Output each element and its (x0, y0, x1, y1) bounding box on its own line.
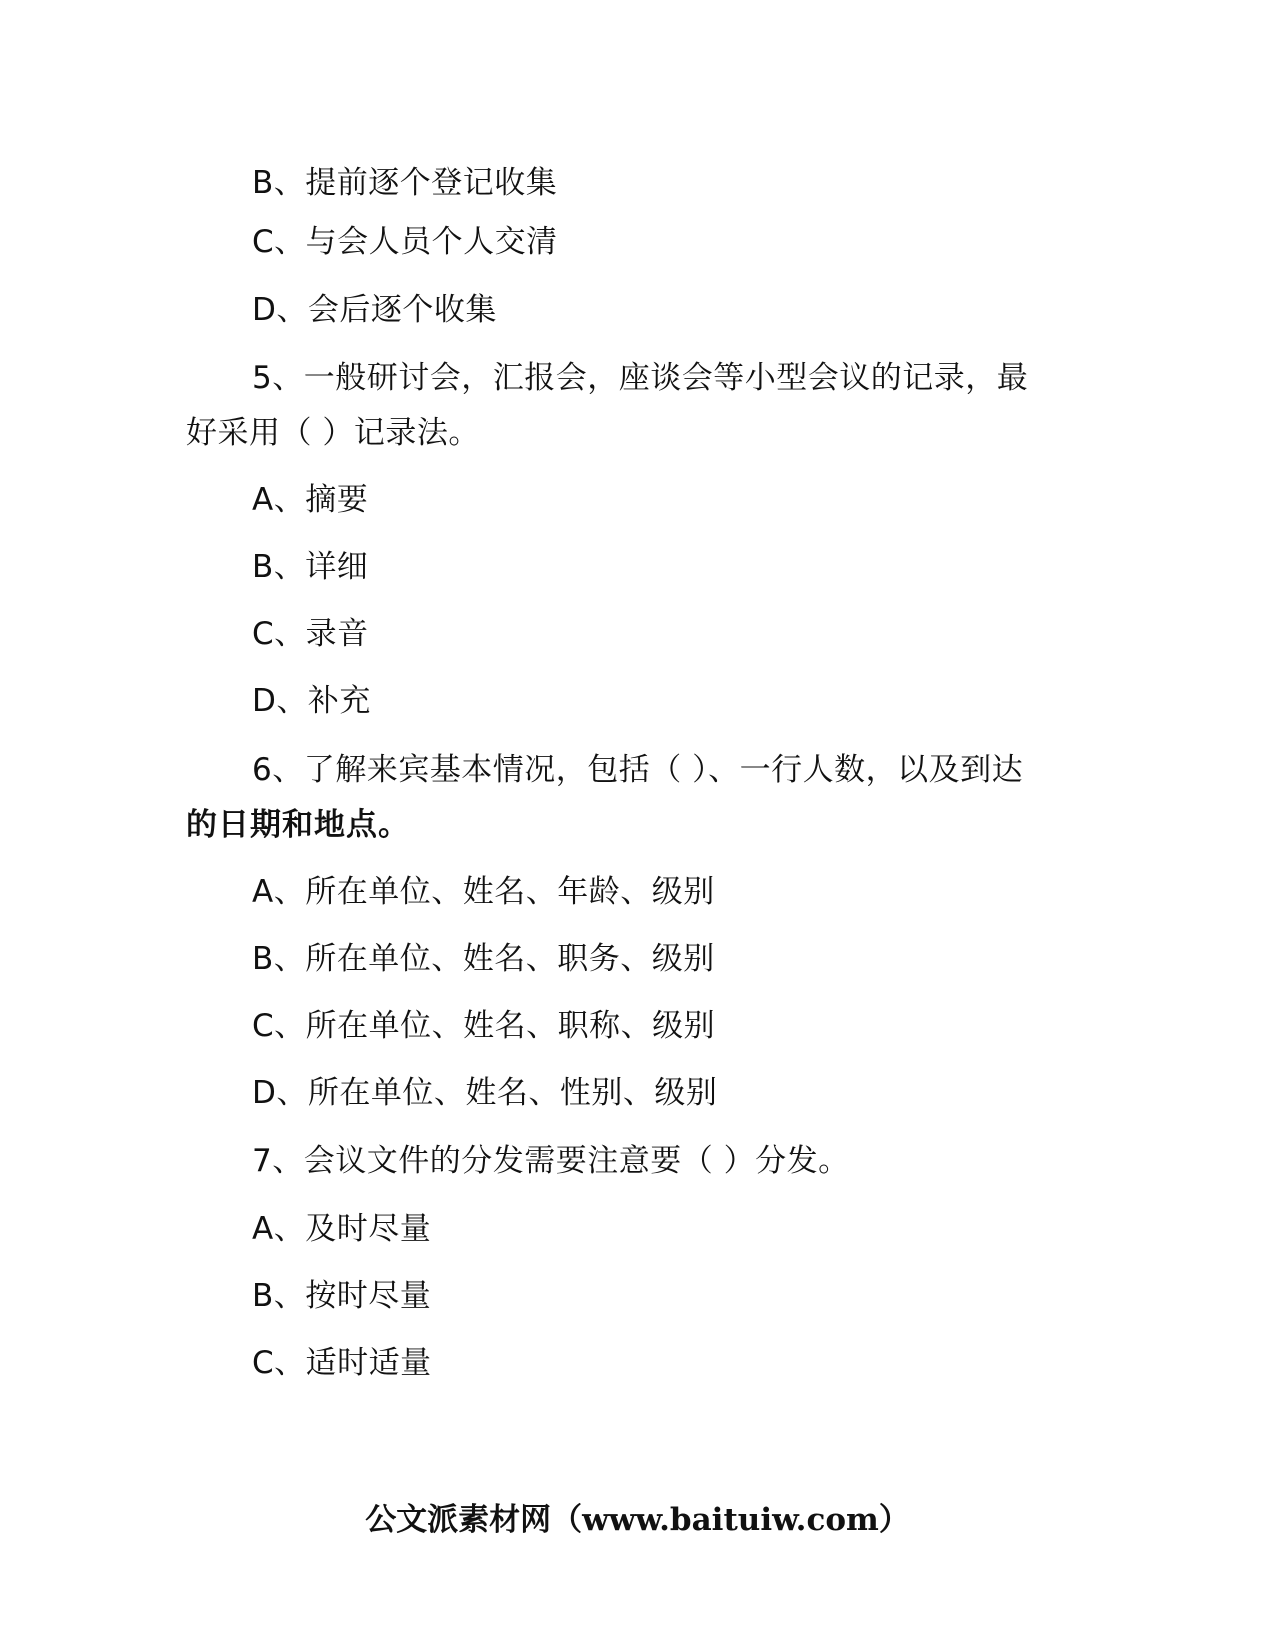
option-d-q6: D、所在单位、姓名、性别、级别 (252, 1075, 718, 1111)
question-5-line-2: 好采用（ ）记录法。 (186, 415, 480, 451)
option-b-q4: B、提前逐个登记收集 (252, 165, 558, 201)
footer-source: 公文派素材网（www.baituiw.com） (365, 1502, 910, 1538)
option-c-q7: C、适时适量 (252, 1345, 432, 1381)
option-c-q4: C、与会人员个人交清 (252, 224, 558, 260)
option-a-q6: A、所在单位、姓名、年龄、级别 (252, 874, 715, 910)
option-a-q7: A、及时尽量 (252, 1211, 432, 1247)
option-c-q6: C、所在单位、姓名、职称、级别 (252, 1008, 716, 1044)
option-a-q5: A、摘要 (252, 482, 369, 518)
option-d-q4: D、会后逐个收集 (252, 292, 497, 328)
question-5-line-1: 5、一般研讨会，汇报会，座谈会等小型会议的记录，最 (252, 360, 1029, 396)
option-c-q5: C、录音 (252, 616, 369, 652)
question-6-line-2: 的日期和地点。 (186, 807, 410, 843)
option-d-q5: D、补充 (252, 683, 371, 719)
option-b-q5: B、详细 (252, 549, 369, 585)
question-6-line-1: 6、了解来宾基本情况，包括（ ）、一行人数，以及到达 (252, 752, 1024, 788)
option-b-q7: B、按时尽量 (252, 1278, 432, 1314)
option-b-q6: B、所在单位、姓名、职务、级别 (252, 941, 715, 977)
question-7: 7、会议文件的分发需要注意要（ ）分发。 (252, 1143, 850, 1179)
